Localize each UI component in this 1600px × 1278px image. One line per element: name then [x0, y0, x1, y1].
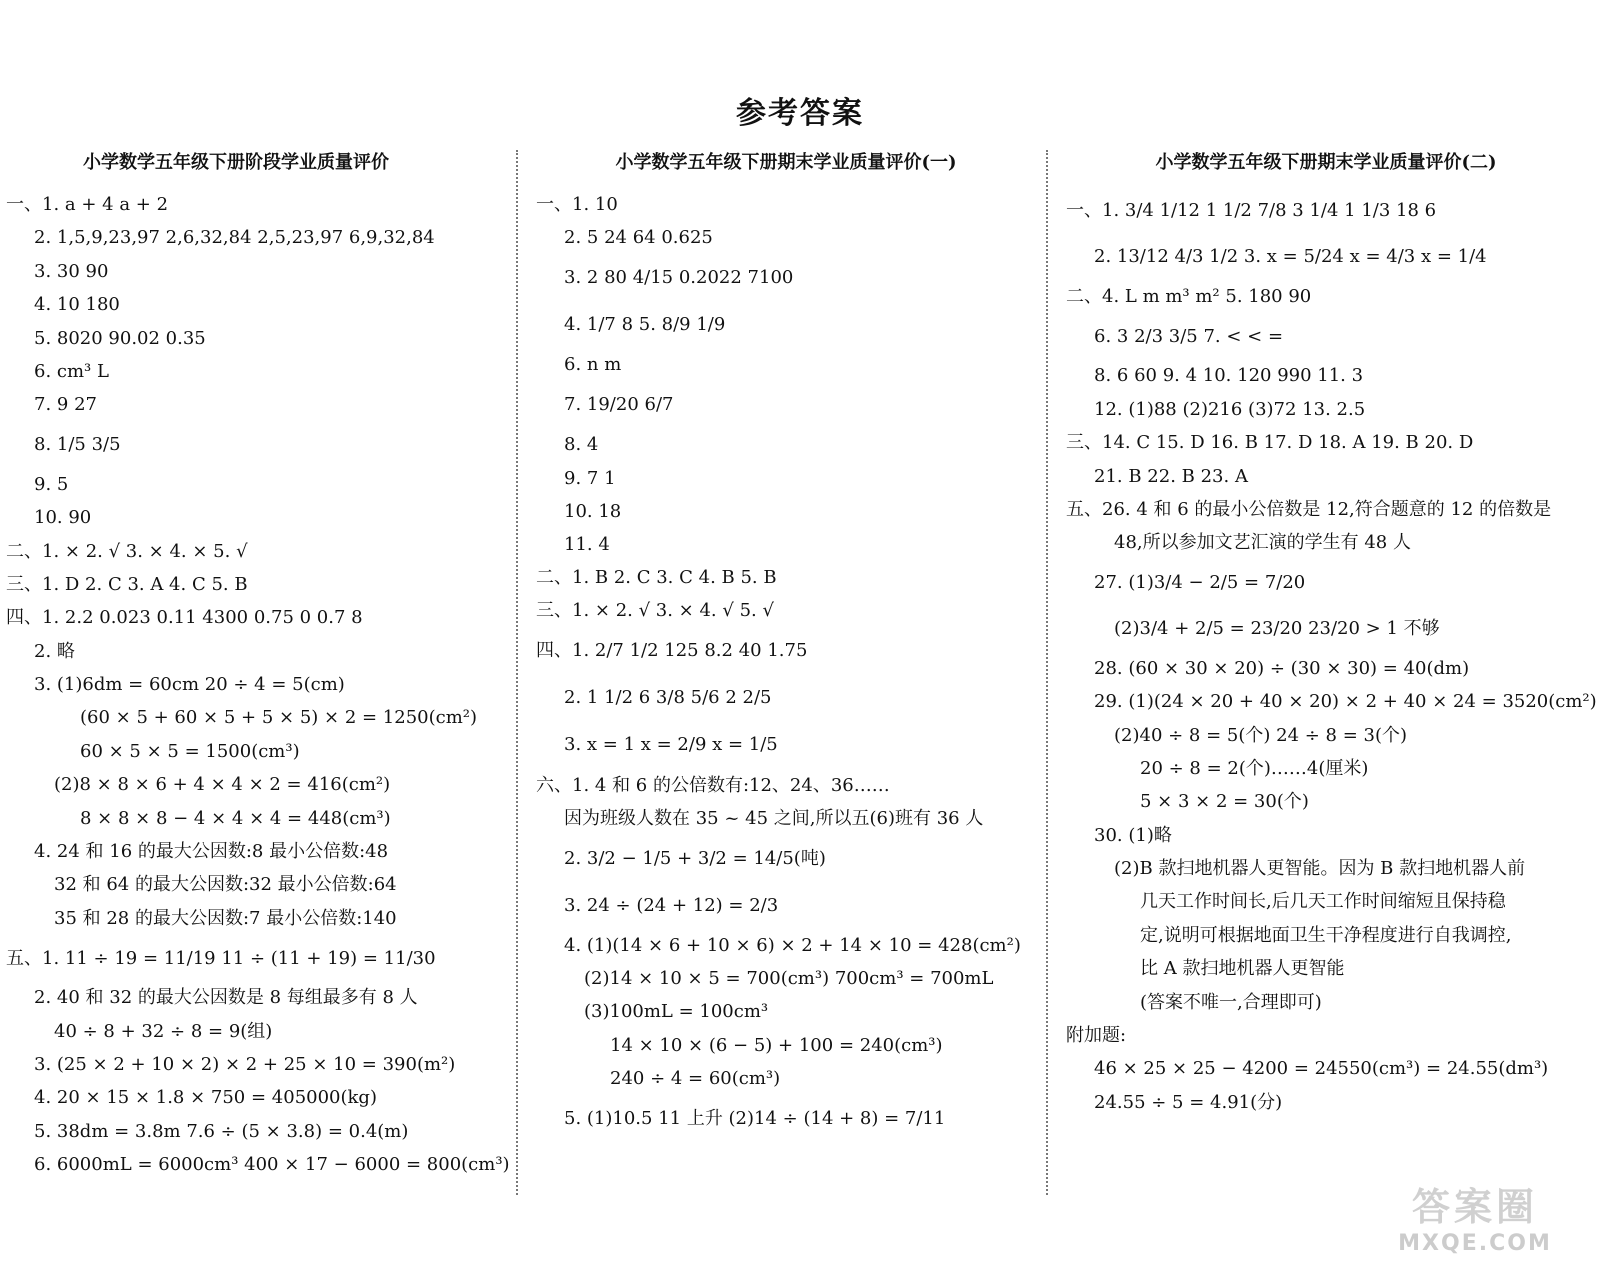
answer-line: 29. (1)(24 × 20 + 40 × 20) × 2 + 40 × 24 = 3520(cm²): [1094, 691, 1597, 713]
answer-line: (2)3/4 + 2/5 = 23/20 23/20 > 1 不够: [1114, 618, 1440, 640]
answer-line: 三、1. D 2. C 3. A 4. C 5. B: [6, 573, 248, 595]
answer-line: 5. 38dm = 3.8m 7.6 ÷ (5 × 3.8) = 0.4(m): [34, 1120, 409, 1142]
answer-line: 3. 30 90: [34, 260, 109, 282]
answer-line: 46 × 25 × 25 − 4200 = 24550(cm³) = 24.55(dm³): [1094, 1058, 1549, 1080]
column-divider: [516, 150, 518, 1195]
answer-line: 4. 20 × 15 × 1.8 × 750 = 405000(kg): [34, 1087, 377, 1109]
answer-line: 8. 1/5 3/5: [34, 434, 121, 456]
answer-line: 3. 24 ÷ (24 + 12) = 2/3: [564, 894, 779, 916]
answer-line: 48,所以参加文艺汇演的学生有 48 人: [1114, 532, 1411, 554]
answer-line: 2. 略: [34, 640, 75, 662]
answer-line: 6. 3 2/3 3/5 7. < < =: [1094, 325, 1284, 347]
column-header: 小学数学五年级下册期末学业质量评价(一): [615, 152, 957, 173]
watermark-url: MXQE.COM: [1398, 1231, 1552, 1256]
answer-line: 2. 40 和 32 的最大公因数是 8 每组最多有 8 人: [34, 987, 418, 1009]
answer-column-1: [6, 148, 510, 1182]
answer-line: 3. (25 × 2 + 10 × 2) × 2 + 25 × 10 = 390(m²): [34, 1053, 456, 1075]
answer-line: 4. 24 和 16 的最大公因数:8 最小公倍数:48: [34, 841, 389, 863]
answer-line: 几天工作时间长,后几天工作时间缩短且保持稳: [1140, 891, 1506, 913]
answer-line: (2)40 ÷ 8 = 5(个) 24 ÷ 8 = 3(个): [1114, 724, 1408, 746]
column-header: 小学数学五年级下册阶段学业质量评价: [83, 152, 389, 173]
answer-line: 一、1. 10: [536, 193, 618, 215]
answer-line: 60 × 5 × 5 = 1500(cm³): [80, 740, 300, 762]
answer-line: 4. 1/7 8 5. 8/9 1/9: [564, 314, 726, 336]
answer-line: 8 × 8 × 8 − 4 × 4 × 4 = 448(cm³): [80, 807, 391, 829]
column-header: 小学数学五年级下册期末学业质量评价(二): [1155, 152, 1497, 173]
answer-line: 四、1. 2/7 1/2 125 8.2 40 1.75: [536, 640, 808, 662]
column-divider: [1046, 150, 1048, 1195]
answer-line: (2)14 × 10 × 5 = 700(cm³) 700cm³ = 700mL: [584, 968, 994, 990]
answer-line: (2)8 × 8 × 6 + 4 × 4 × 2 = 416(cm²): [54, 774, 391, 796]
answer-line: (60 × 5 + 60 × 5 + 5 × 5) × 2 = 1250(cm²): [80, 707, 478, 729]
answer-line: 五、1. 11 ÷ 19 = 11/19 11 ÷ (11 + 19) = 11/30: [6, 947, 436, 969]
answer-line: 6. cm³ L: [34, 360, 109, 382]
answer-line: 5. (1)10.5 11 上升 (2)14 ÷ (14 + 8) = 7/11: [564, 1107, 946, 1129]
answer-line: 定,说明可根据地面卫生干净程度进行自我调控,: [1140, 924, 1512, 946]
answer-line: 4. 10 180: [34, 294, 120, 316]
answer-line: 六、1. 4 和 6 的公倍数有:12、24、36……: [536, 774, 890, 796]
page-title: 参考答案: [736, 96, 864, 131]
answer-line: 3. 2 80 4/15 0.2022 7100: [564, 267, 794, 289]
answer-line: 6. 6000mL = 6000cm³ 400 × 17 − 6000 = 800(cm³): [34, 1154, 510, 1176]
answer-line: 5 × 3 × 2 = 30(个): [1140, 791, 1309, 813]
answer-line: 2. 1 1/2 6 3/8 5/6 2 2/5: [564, 687, 772, 709]
answer-line: (2)B 款扫地机器人更智能。因为 B 款扫地机器人前: [1114, 858, 1526, 880]
answer-line: (答案不唯一,合理即可): [1140, 991, 1322, 1013]
answer-line: 7. 9 27: [34, 394, 97, 416]
answer-line: 3. x = 1 x = 2/9 x = 1/5: [564, 734, 778, 756]
answer-line: (3)100mL = 100cm³: [584, 1001, 769, 1023]
answer-line: 2. 5 24 64 0.625: [564, 227, 713, 249]
answer-line: 5. 8020 90.02 0.35: [34, 327, 206, 349]
answer-line: 21. B 22. B 23. A: [1094, 465, 1248, 487]
answer-line: 11. 4: [564, 534, 610, 556]
answer-line: 比 A 款扫地机器人更智能: [1140, 958, 1345, 980]
answer-line: 4. (1)(14 × 6 + 10 × 6) × 2 + 14 × 10 = 428(cm²): [564, 934, 1021, 956]
answer-line: 12. (1)88 (2)216 (3)72 13. 2.5: [1094, 398, 1366, 420]
answer-line: 二、1. B 2. C 3. C 4. B 5. B: [536, 567, 777, 589]
answer-line: 附加题:: [1066, 1025, 1127, 1047]
watermark-text: 答案圈: [1411, 1185, 1538, 1229]
answer-line: 20 ÷ 8 = 2(个)……4(厘米): [1140, 757, 1369, 779]
answer-line: 32 和 64 的最大公因数:32 最小公倍数:64: [54, 874, 397, 896]
answer-line: 28. (60 × 30 × 20) ÷ (30 × 30) = 40(dm): [1094, 657, 1470, 679]
answer-line: 三、14. C 15. D 16. B 17. D 18. A 19. B 20. D: [1066, 432, 1474, 454]
answer-line: 2. 1,5,9,23,97 2,6,32,84 2,5,23,97 6,9,32,84: [34, 227, 435, 249]
answer-line: 9. 5: [34, 473, 69, 495]
answer-column-2: [536, 148, 1036, 1142]
answer-line: 6. n m: [564, 354, 622, 376]
answer-line: 二、4. L m m³ m² 5. 180 90: [1066, 286, 1312, 307]
answer-line: 四、1. 2.2 0.023 0.11 4300 0.75 0 0.7 8: [6, 607, 363, 629]
answer-line: 三、1. × 2. √ 3. × 4. √ 5. √: [536, 600, 774, 622]
answer-line: 24.55 ÷ 5 = 4.91(分): [1094, 1091, 1283, 1113]
answer-line: 10. 90: [34, 507, 92, 529]
answer-column-3: [1066, 148, 1597, 1119]
answer-line: 14 × 10 × (6 − 5) + 100 = 240(cm³): [610, 1034, 943, 1056]
answer-line: 30. (1)略: [1094, 824, 1172, 846]
answer-line: 二、1. × 2. √ 3. × 4. × 5. √: [6, 540, 248, 562]
answer-line: 7. 19/20 6/7: [564, 394, 674, 416]
answer-line: 3. (1)6dm = 60cm 20 ÷ 4 = 5(cm): [34, 674, 345, 696]
answer-line: 35 和 28 的最大公因数:7 最小公倍数:140: [54, 907, 397, 929]
answer-line: 8. 6 60 9. 4 10. 120 990 11. 3: [1094, 365, 1364, 387]
answer-line: 9. 7 1: [564, 467, 616, 489]
answer-line: 2. 13/12 4/3 1/2 3. x = 5/24 x = 4/3 x = 1/4: [1094, 246, 1487, 268]
answer-line: 五、26. 4 和 6 的最小公倍数是 12,符合题意的 12 的倍数是: [1066, 498, 1552, 520]
answer-line: 10. 18: [564, 500, 622, 522]
watermark-logo: [1380, 1176, 1570, 1256]
answer-line: 240 ÷ 4 = 60(cm³): [610, 1067, 781, 1089]
answer-line: 一、1. a + 4 a + 2: [6, 194, 169, 215]
answer-line: 2. 3/2 − 1/5 + 3/2 = 14/5(吨): [564, 847, 826, 869]
answer-line: 一、1. 3/4 1/12 1 1/2 7/8 3 1/4 1 1/3 18 6: [1066, 200, 1437, 222]
answer-line: 27. (1)3/4 − 2/5 = 7/20: [1094, 572, 1306, 594]
answer-line: 因为班级人数在 35 ~ 45 之间,所以五(6)班有 36 人: [564, 807, 984, 829]
answer-line: 40 ÷ 8 + 32 ÷ 8 = 9(组): [54, 1020, 273, 1042]
answer-line: 8. 4: [564, 434, 599, 456]
